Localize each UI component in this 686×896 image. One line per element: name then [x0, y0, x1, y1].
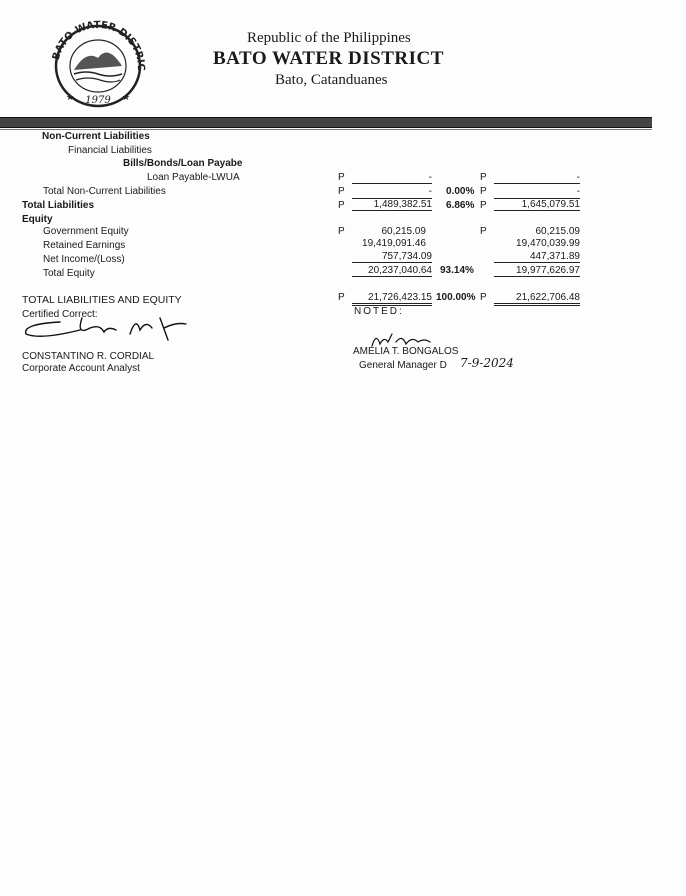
total-non-current-current: - [428, 186, 432, 197]
net-income-label: Net Income/(Loss) [43, 254, 125, 265]
manager-name: AMELIA T. BONGALOS [353, 346, 459, 357]
net-income-current: 757,734.09 [352, 251, 432, 263]
grand-total-current: 21,726,423.15 [352, 292, 432, 306]
equity-heading: Equity [22, 214, 53, 225]
total-equity-prior: 19,977,626.97 [494, 265, 580, 277]
peso-sign: P [480, 186, 487, 197]
government-equity-label: Government Equity [43, 226, 129, 237]
retained-earnings-label: Retained Earnings [43, 240, 126, 251]
financial-liabilities-label: Financial Liabilities [68, 145, 152, 156]
total-liabilities-pct: 6.86% [446, 200, 475, 211]
total-equity-pct: 93.14% [440, 265, 474, 276]
total-liabilities-current: 1,489,382.51 [352, 198, 432, 211]
certifier-name: CONSTANTINO R. CORDIAL [22, 351, 155, 362]
net-income-prior: 447,371.89 [494, 251, 580, 263]
total-liabilities-label: Total Liabilities [22, 200, 95, 211]
peso-sign: P [338, 200, 345, 211]
total-equity-label: Total Equity [43, 268, 95, 279]
government-equity-current: 60,215.09 [381, 226, 426, 237]
loan-lwua-prior: - [494, 172, 580, 184]
non-current-heading: Non-Current Liabilities [42, 131, 150, 142]
grand-total-label: TOTAL LIABILITIES AND EQUITY [22, 294, 182, 306]
peso-sign: P [480, 172, 487, 183]
header-divider-thin [0, 129, 652, 130]
peso-sign: P [338, 292, 345, 303]
peso-sign: P [338, 186, 345, 197]
peso-sign: P [338, 172, 345, 183]
district-seal [44, 14, 152, 112]
peso-sign: P [480, 200, 487, 211]
total-non-current-label: Total Non-Current Liabilities [43, 186, 166, 197]
svg-text:★: ★ [66, 92, 75, 102]
peso-sign: P [338, 226, 345, 237]
certifier-title: Corporate Account Analyst [22, 363, 140, 374]
republic-line: Republic of the Philippines [247, 30, 411, 46]
loan-lwua-current: - [352, 172, 432, 184]
header-divider [0, 117, 652, 128]
peso-sign: P [480, 226, 487, 237]
approval-date: 7-9-2024 [460, 356, 514, 370]
noted-label: NOTED: [354, 306, 404, 317]
seal-text: BATO WATER DISTRIC [50, 19, 147, 71]
government-equity-prior: 60,215.09 [535, 226, 580, 237]
grand-total-pct: 100.00% [436, 292, 476, 303]
bills-bonds-label: Bills/Bonds/Loan Payabe [123, 158, 243, 169]
seal-year: 1979 [85, 95, 111, 106]
district-name: BATO WATER DISTRICT [213, 48, 444, 69]
total-non-current-prior: - [576, 186, 580, 197]
retained-earnings-prior: 19,470,039.99 [516, 238, 580, 249]
certifier-signature [20, 310, 190, 346]
total-liabilities-prior: 1,645,079.51 [494, 198, 580, 211]
total-equity-current: 20,237,040.64 [352, 265, 432, 277]
district-location: Bato, Catanduanes [275, 72, 388, 88]
grand-total-prior: 21,622,706.48 [494, 292, 580, 306]
certified-correct-label: Certified Correct: [22, 309, 98, 320]
manager-title: General Manager D [359, 360, 447, 371]
loan-lwua-label: Loan Payable-LWUA [147, 172, 240, 183]
svg-text:★: ★ [122, 92, 131, 102]
peso-sign: P [480, 292, 487, 303]
total-non-current-pct: 0.00% [446, 186, 475, 197]
retained-earnings-current: 19,419,091.46 [362, 238, 426, 249]
